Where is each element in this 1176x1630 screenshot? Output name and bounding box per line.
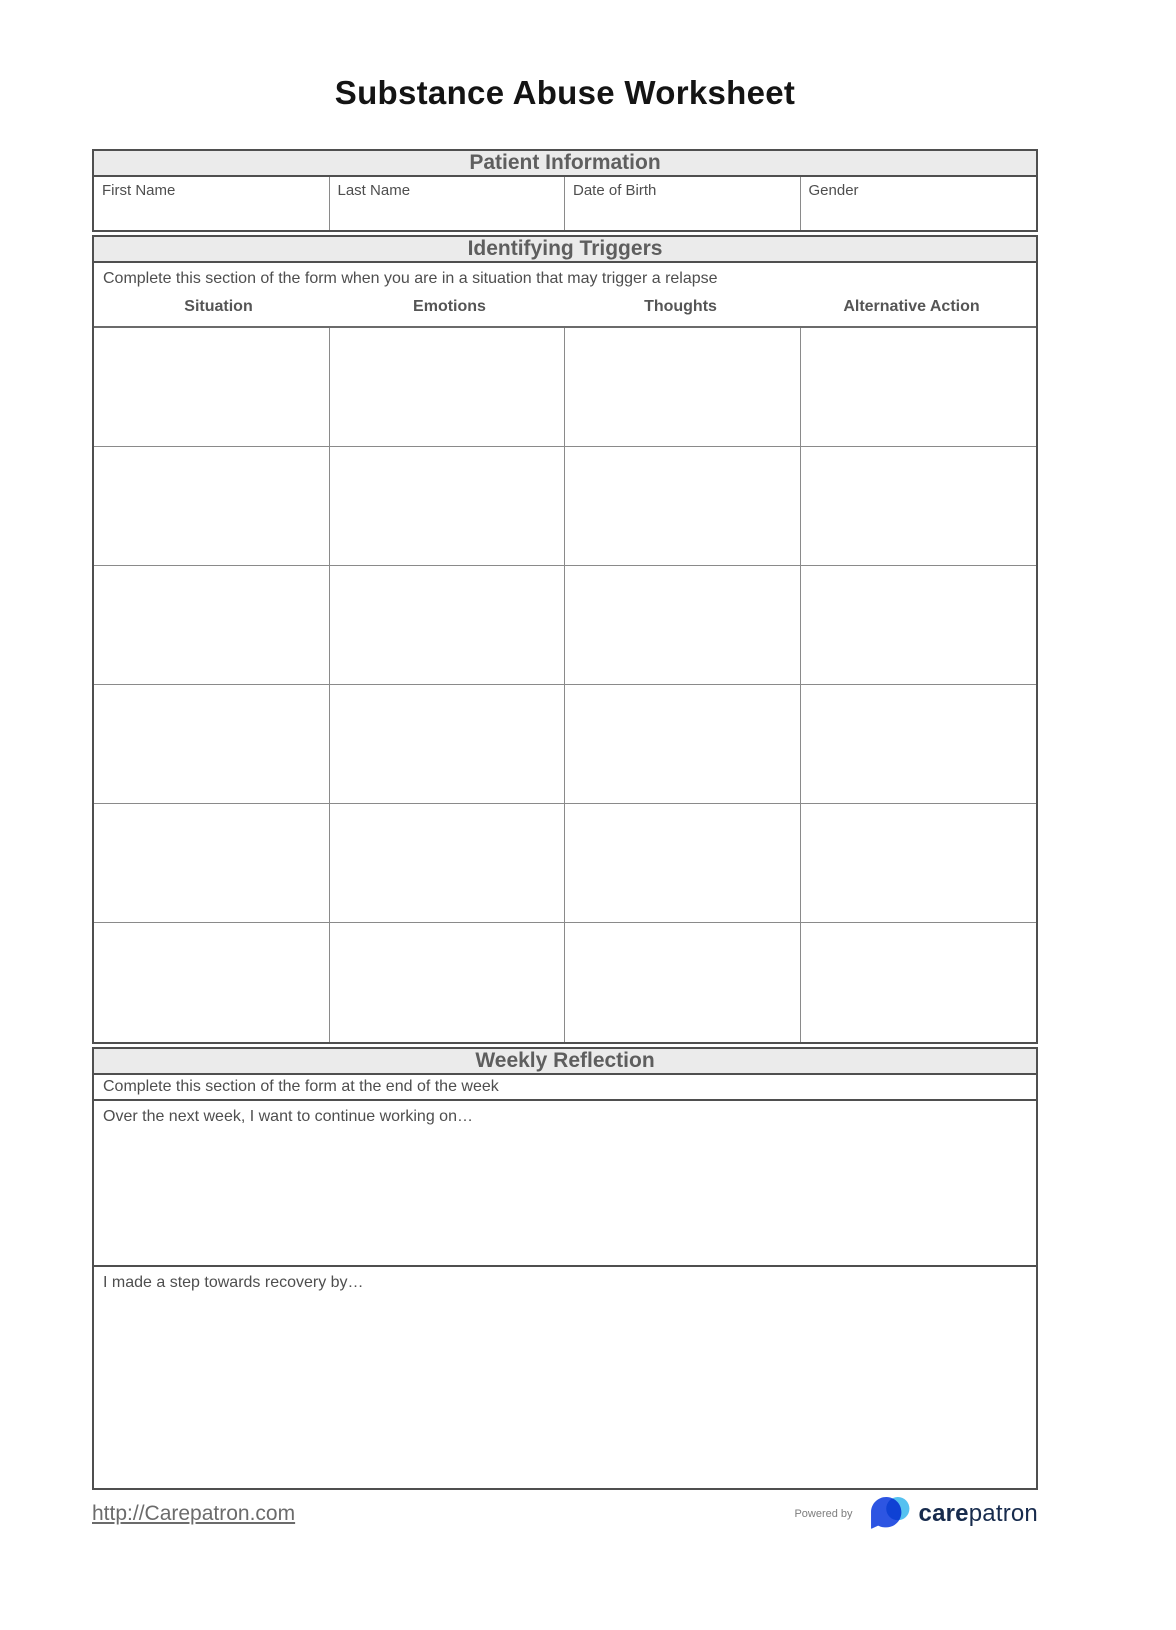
step-towards-recovery-box[interactable] bbox=[94, 1267, 1036, 1488]
identifying-triggers-section bbox=[92, 235, 1038, 1044]
brand-block bbox=[794, 1492, 1038, 1536]
continue-working-on-box[interactable] bbox=[94, 1101, 1036, 1267]
trigger-cell[interactable] bbox=[94, 447, 330, 566]
trigger-cell[interactable] bbox=[330, 328, 566, 447]
triggers-column-headers bbox=[103, 298, 1027, 321]
first-name-field[interactable] bbox=[94, 177, 330, 230]
wordmark-care: care bbox=[918, 1500, 969, 1527]
trigger-cell[interactable] bbox=[330, 566, 566, 685]
trigger-cell[interactable] bbox=[565, 923, 801, 1042]
trigger-cell[interactable] bbox=[801, 447, 1037, 566]
powered-by-label: Powered by bbox=[794, 1508, 853, 1520]
weekly-reflection-header: Weekly Reflection bbox=[94, 1049, 1036, 1075]
column-header-situation: Situation bbox=[184, 298, 253, 315]
trigger-cell[interactable] bbox=[94, 328, 330, 447]
last-name-field[interactable] bbox=[330, 177, 566, 230]
date-of-birth-label: Date of Birth bbox=[573, 182, 657, 199]
trigger-cell[interactable] bbox=[565, 447, 801, 566]
trigger-cell[interactable] bbox=[801, 923, 1037, 1042]
trigger-cell[interactable] bbox=[330, 923, 566, 1042]
date-of-birth-field[interactable] bbox=[565, 177, 801, 230]
carepatron-logo-icon bbox=[863, 1492, 913, 1536]
triggers-instruction: Complete this section of the form when you are in a situation that may trigger a relapse bbox=[103, 270, 718, 287]
trigger-cell[interactable] bbox=[94, 804, 330, 923]
carepatron-link[interactable]: http://Carepatron.com bbox=[92, 1502, 296, 1525]
column-header-alternative-action: Alternative Action bbox=[843, 298, 980, 315]
trigger-cell[interactable] bbox=[565, 328, 801, 447]
triggers-instruction-cell bbox=[94, 263, 1036, 326]
footer bbox=[92, 1492, 1038, 1536]
patient-information-header: Patient Information bbox=[94, 151, 1036, 177]
wordmark-patron: patron bbox=[968, 1500, 1038, 1527]
patient-information-section bbox=[92, 149, 1038, 232]
trigger-cell[interactable] bbox=[565, 804, 801, 923]
first-name-label: First Name bbox=[102, 182, 176, 199]
last-name-label: Last Name bbox=[337, 182, 411, 199]
column-header-thoughts: Thoughts bbox=[644, 298, 717, 315]
trigger-cell[interactable] bbox=[94, 566, 330, 685]
trigger-cell[interactable] bbox=[330, 685, 566, 804]
triggers-grid bbox=[94, 326, 1036, 1042]
trigger-cell[interactable] bbox=[94, 923, 330, 1042]
trigger-cell[interactable] bbox=[801, 328, 1037, 447]
column-header-emotions: Emotions bbox=[413, 298, 486, 315]
trigger-cell[interactable] bbox=[801, 685, 1037, 804]
trigger-cell[interactable] bbox=[801, 804, 1037, 923]
continue-working-on-label: Over the next week, I want to continue working on… bbox=[103, 1108, 473, 1125]
gender-label: Gender bbox=[808, 182, 859, 199]
identifying-triggers-header: Identifying Triggers bbox=[94, 237, 1036, 263]
trigger-cell[interactable] bbox=[565, 685, 801, 804]
weekly-instruction: Complete this section of the form at the end of the week bbox=[94, 1075, 1036, 1101]
trigger-cell[interactable] bbox=[330, 447, 566, 566]
gender-field[interactable] bbox=[801, 177, 1037, 230]
trigger-cell[interactable] bbox=[94, 685, 330, 804]
trigger-cell[interactable] bbox=[330, 804, 566, 923]
step-towards-recovery-label: I made a step towards recovery by… bbox=[103, 1274, 364, 1291]
page-title: Substance Abuse Worksheet bbox=[334, 74, 796, 111]
weekly-reflection-section bbox=[92, 1047, 1038, 1490]
trigger-cell[interactable] bbox=[565, 566, 801, 685]
patient-fields-row bbox=[94, 177, 1036, 230]
carepatron-wordmark bbox=[919, 1500, 1038, 1528]
trigger-cell[interactable] bbox=[801, 566, 1037, 685]
